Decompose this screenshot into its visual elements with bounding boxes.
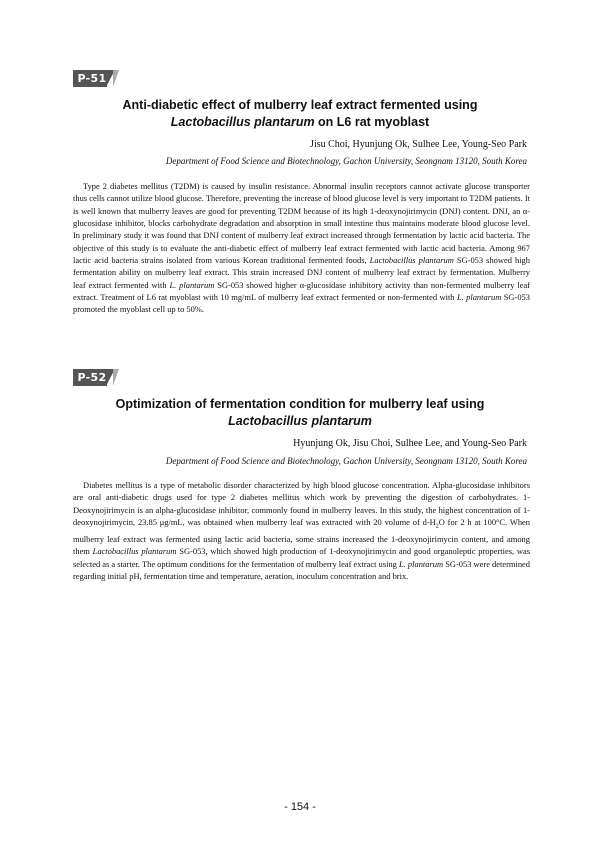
body-italic-run: L. plantarum [169,279,215,290]
body-text-run: SG-053, which showed high production of 1-deoxynojirimycin and good organoleptic properties, was selected as a starter. The optimum conditions for the fermentation of mulberry leaf extract using [73,546,530,569]
page-number: - 154 - [284,801,316,813]
tag-label: P-52 [77,371,107,384]
title-italic-part: Lactobacillus plantarum [170,115,315,129]
body-text-run: SG-053 showed higher α-glucosidase inhibitory activity than non-fermented mulberry leaf extract. Treatment of L6 rat myoblast with 10 mg/mL of mulberry leaf extract fermented or non-fermented with [73,279,530,303]
authors-line: Hyunjung Ok, Jisu Choi, Sulhee Lee, and Young-Seo Park [293,438,527,449]
title-line-1: Optimization of fermentation condition for mulberry leaf using [115,397,485,411]
body-italic-run: Lactobacillus plantarum [369,255,454,266]
abstract-tag-p52 [73,369,119,386]
title-line-2 [60,413,540,430]
body-text-run: Type 2 diabetes mellitus (T2DM) is caused by insulin resistance. Abnormal insulin receptors cannot activate glucose transporter thus cells cannot utilize blood glucose. Therefore, preventing the increase of blood glucose level is very important to T2DM patients. It is well known that mulberry leaves are good for preventing T2DM because of its high 1-deoxynojirimycin (DNJ) content. DNJ, an α-glucosidase inhibitor, blocks carbohydrate degradation and absorption in small intestine thus maintains moderate blood glucose level. In preliminary study it was found that DNJ content of mulberry leaf extract increased through fermentation by lactic acid bacteria. The objective of this study is to evaluate the anti-diabetic effect of mulberry leaf extract fermented with lactic acid bacteria. Among 967 lactic acid bacteria strains isolated from various Korean traditional fermented foods, [73,181,530,266]
title-line-2 [60,114,540,131]
body-text-run: SG-053 were determined regarding initial pH, fermentation time and temperature, aeration, inoculum concentration and brix. [73,558,531,582]
abstract-tag-p51 [73,70,119,87]
tag-label: P-51 [77,72,107,85]
affiliation-line: Department of Food Science and Biotechnology, Gachon University, Seongnam 13120, South Korea [165,156,527,166]
abstract-title [60,97,540,131]
authors-line: Jisu Choi, Hyunjung Ok, Sulhee Lee, Young-Seo Park [310,139,527,150]
body-italic-run: L. plantarum [456,292,502,303]
title-line-1: Anti-diabetic effect of mulberry leaf extract fermented using [122,98,478,112]
body-text-run: O for 2 h at 100°C. When mulberry leaf extract was fermented using lactic acid bacteria, some strains increased the 1-deoxynojirimycin content, and among them [73,517,530,557]
body-subscript: 2 [435,523,439,530]
body-text-run: SG-053 promoted the myoblast cell up to 50%. [73,292,530,315]
body-italic-run: Lactobacillus plantarum [92,546,177,557]
affiliation-line: Department of Food Science and Biotechnology, Gachon University, Seongnam 13120, South Korea [165,456,527,466]
body-italic-run: L. plantarum [399,558,444,569]
abstract-title [60,396,540,430]
abstract-body [73,180,530,316]
title-italic-part: Lactobacillus plantarum [228,414,372,428]
title-rest-part: on L6 rat myoblast [314,115,430,129]
body-text-run: SG-053 showed high fermentation ability on mulberry leaf extract. This strain increased DNJ content of mulberry leaf extract by fermentation. Mulberry leaf extract fermented with [73,255,530,290]
body-text-run: Diabetes mellitus is a type of metabolic disorder characterized by high blood glucose concentration. Alpha-glucosidase inhibitors are oral anti-diabetic drugs used for type 2 diabetes mellitus which work by preventing the digestion of carbohydrates. 1-Deoxynojirimycin is an alpha-glucosidase inhibitor, commonly found in mulberry leaves. In this study, the highest concentration of 1-deoxynojirimycin, 23.85 μg/mL, was obtained when mulberry leaf was extracted with 20 volume of d-H [73,480,530,528]
abstract-body [73,479,530,582]
